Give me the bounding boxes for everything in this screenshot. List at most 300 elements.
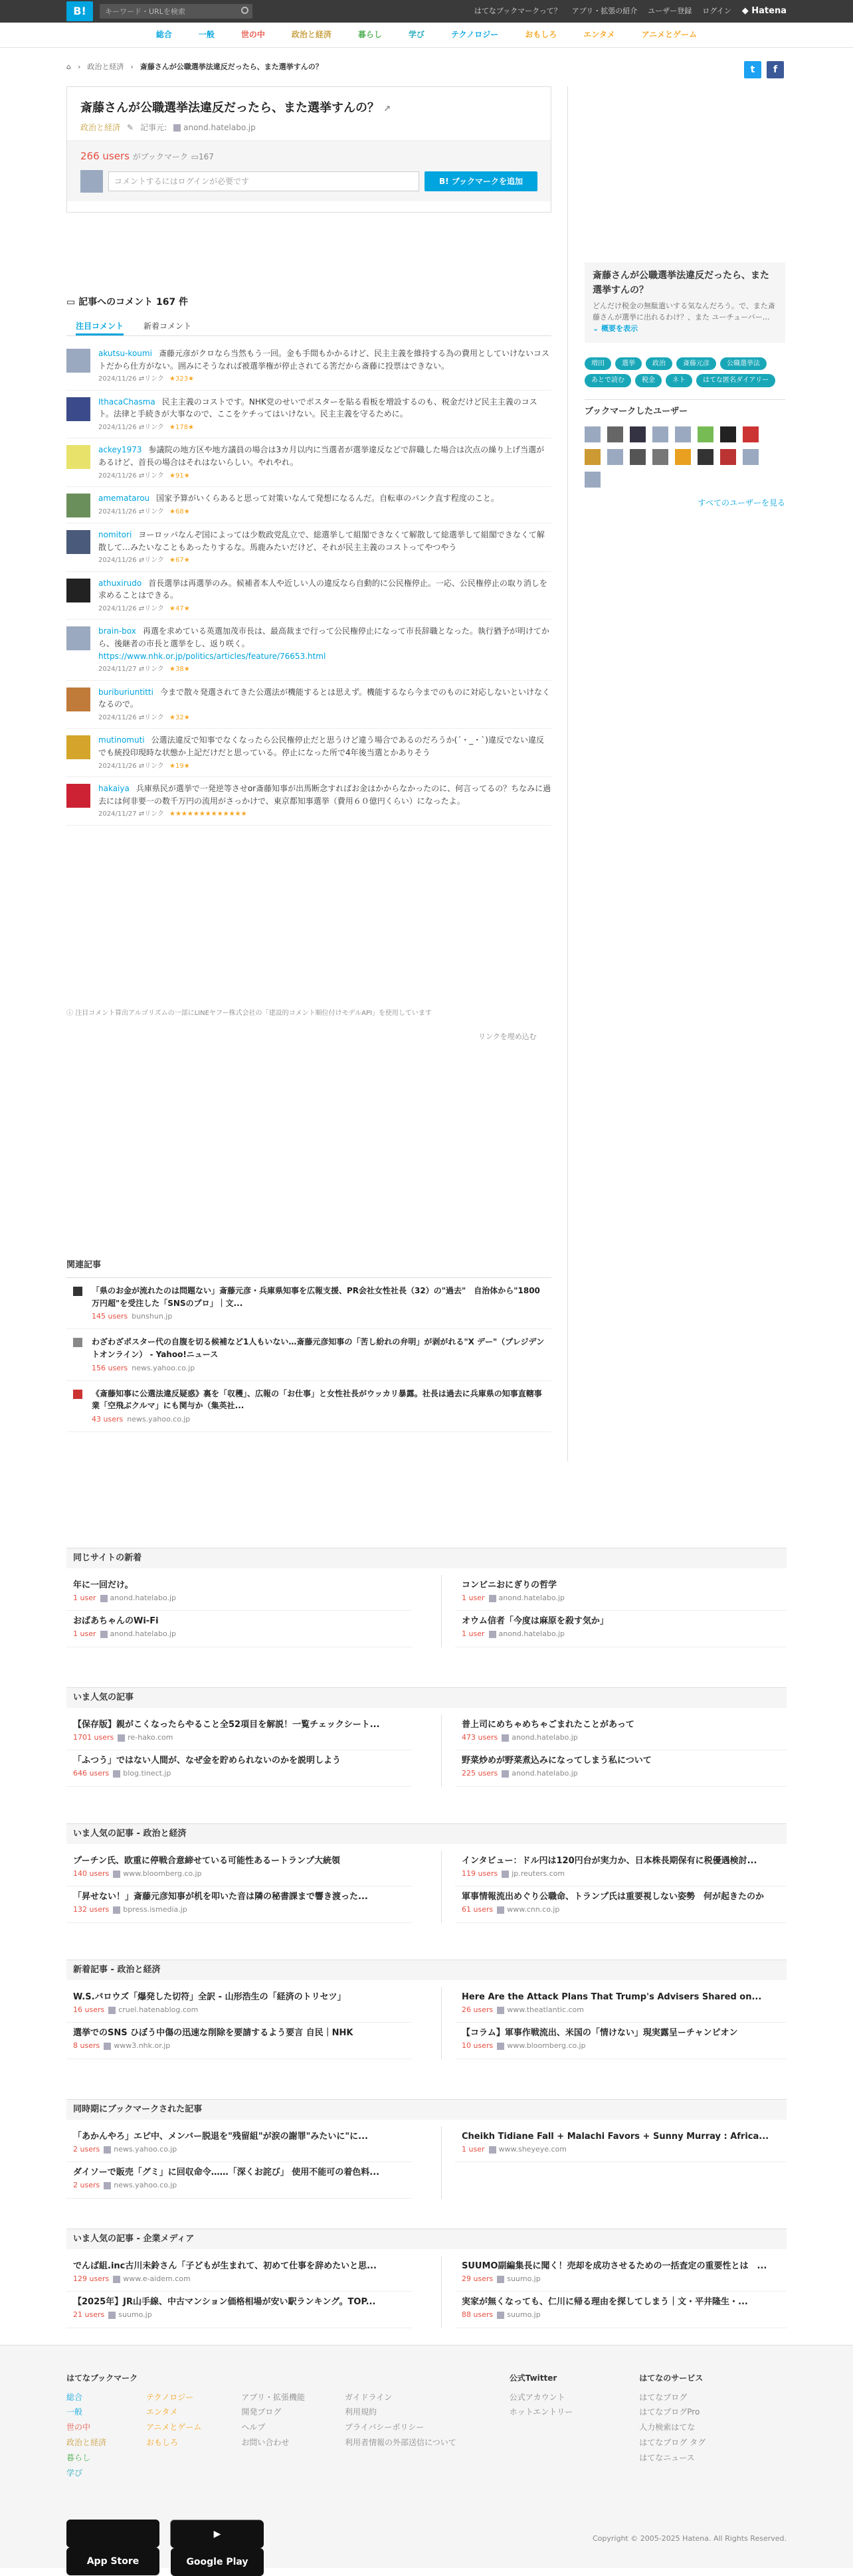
article-domain[interactable]: anond.hatelabo.jp [498,1594,565,1603]
star-count[interactable]: ★38★ [169,666,190,674]
footer-link[interactable]: 利用規約 [344,2407,377,2417]
article-item[interactable] [66,1575,412,1611]
app-store-button[interactable] [66,2520,159,2567]
star-count[interactable]: ★67★ [169,557,190,565]
google-play-label[interactable]: Google Play [171,2548,264,2576]
related-meta [92,1414,545,1425]
add-bookmark-button[interactable]: B! ブックマークを追加 [425,171,537,191]
related-title: 関連記事 [66,1259,551,1278]
embed-link[interactable]: リンクを埋め込む [478,1032,537,1041]
article-title[interactable]: 【保存版】親がこくなったらやること全52項目を解説！一覧チェックシート... [73,1720,380,1730]
user-avatar[interactable] [630,426,646,442]
user-avatar[interactable] [720,426,736,442]
article-item[interactable] [455,2292,787,2328]
article-item[interactable] [66,2292,412,2328]
article-users[interactable]: 8 users [73,2041,100,2051]
article-domain[interactable]: www.e-aidem.com [123,2274,191,2284]
show-summary-text[interactable]: 概要を表示 [601,324,638,333]
comments-header [66,296,551,310]
article-users[interactable]: 61 users [462,1905,494,1914]
comment-user[interactable]: hakaiya [98,784,130,794]
footer-link[interactable]: おもしろ [146,2437,179,2447]
avatar[interactable] [66,579,90,602]
comment-item [66,438,551,487]
footer-link[interactable]: 人力検索はてな [639,2423,696,2433]
footer-link[interactable]: 開発ブログ [241,2407,282,2417]
nav-item[interactable]: エンタメ [583,30,615,40]
comment-text: 今まで散々発選されてきた公選法が機能するとは思えず。機能するなら今までのものに対応しないといけなくなるので。 [98,687,551,709]
favicon-icon [104,2146,111,2154]
article-domain[interactable]: suumo.jp [507,2274,541,2284]
user-avatar[interactable] [675,449,691,465]
google-play-button[interactable] [170,2520,263,2567]
star-count[interactable]: ★323★ [169,375,195,383]
column-divider [567,86,568,1461]
article-domain[interactable]: anond.hatelabo.jp [512,1733,578,1742]
edit-icon[interactable]: ✎ [127,122,134,132]
article-title[interactable]: 「昇せない！」斎藤元彦知事が机を叩いた音は隣の秘書課まで響き渡った... [73,1892,368,1902]
comment-date[interactable]: 2024/11/26 [98,423,137,431]
nav-item[interactable]: テクノロジー [450,30,499,40]
article-domain[interactable]: re-hako.com [128,1733,173,1742]
favicon-icon [497,2276,504,2283]
article-domain[interactable]: www.cnn.co.jp [507,1905,560,1914]
about-link[interactable]: はてなブックマークって？ [474,7,561,16]
article-title[interactable]: SUUMO副編集長に聞く！売却を成功させるための一括査定の重要性とは ... [462,2261,767,2272]
article-item[interactable] [66,1851,412,1886]
user-avatar[interactable] [698,426,713,442]
article-users[interactable]: 129 users [73,2274,110,2284]
tab-new-comments[interactable]: 新着コメント [143,322,192,331]
comment-user[interactable]: nomitori [98,530,132,540]
article-domain[interactable]: www3.nhk.or.jp [114,2041,171,2051]
star-count[interactable]: ★178★ [169,423,195,431]
avatar[interactable] [66,626,90,650]
footer-link[interactable]: ガイドライン [344,2392,393,2402]
avatar[interactable] [66,688,90,711]
article-meta [73,2040,405,2051]
article-users[interactable]: 132 users [73,1905,110,1914]
article-item[interactable] [455,1987,787,2023]
user-avatar[interactable] [698,449,713,465]
favicon-icon [118,1734,125,1742]
article-title[interactable]: プーチン氏、欧重に停戦合意締せている可能性あるートランプ大統領 [73,1856,340,1867]
tag-item[interactable]: はてな匿名ダイアリー [696,374,775,387]
star-count[interactable]: ★47★ [169,604,190,612]
user-avatar[interactable] [585,426,601,442]
article-item[interactable] [66,2126,412,2162]
section-grid [66,1987,787,2059]
sidebar-summary [585,262,785,343]
footer-link[interactable]: 学び [66,2468,83,2478]
related-item[interactable] [66,1329,551,1380]
comment-meta [98,713,551,723]
article-title[interactable]: 軍事情報流出めぐり公職命、トランプ氏は重要視しない姿勢 何が起きたのか [462,1892,765,1902]
footer-link[interactable]: はてなニュース [639,2452,695,2462]
article-title[interactable]: 普上司にめちゃめちゃごまれたことがあって [462,1720,634,1730]
user-avatar[interactable] [743,426,759,442]
article-item[interactable] [455,1886,787,1922]
footer-link[interactable]: アプリ・拡張機能 [241,2392,305,2402]
comment-tabs [66,316,551,336]
bookmark-users-count[interactable]: 266 users [80,150,130,163]
favicon-icon [497,1906,504,1914]
article-item[interactable] [455,1575,787,1611]
comment-user[interactable]: IthacaChasma [98,397,155,407]
article-domain[interactable]: www.bloomberg.co.jp [507,2041,586,2051]
star-count[interactable]: ★19★ [169,762,190,770]
article-title[interactable]: ダイソーで販売「グミ」に回収命令……「深くお詫び」 使用不能可の着色料... [73,2167,380,2178]
comment-date[interactable]: 2024/11/26 [98,713,137,721]
footer-link[interactable]: ヘルプ [241,2423,266,2433]
nav-item[interactable]: 一般 [198,30,215,40]
avatar[interactable] [66,735,90,759]
footer-link[interactable]: テクノロジー [146,2392,194,2402]
tag-item[interactable]: 税金 [635,374,662,387]
comment-date[interactable]: 2024/11/26 [98,762,137,770]
footer-link[interactable]: 政治と経済 [66,2437,107,2447]
article-title[interactable]: 野菜炒めが野菜煮込みになってしまう私について [462,1756,652,1766]
tag-item[interactable]: 選挙 [615,357,642,371]
comments-header-text: 記事へのコメント 167 件 [78,297,189,308]
home-icon[interactable]: ⌂ [66,62,71,71]
tag-item[interactable]: 公職選挙法 [720,357,767,371]
link-icon[interactable]: ⇄リンク [136,810,164,818]
comment-item [66,342,551,391]
comments-note [66,1008,432,1019]
link-icon[interactable]: ⇄リンク [136,713,164,721]
article-item[interactable] [455,1750,787,1786]
footer-link[interactable]: 暮らし [66,2452,91,2462]
article-title[interactable]: Cheikh Tidiane Fall + Malachi Favors + Sunny Murray : Africa... [462,2132,769,2142]
related-domain[interactable]: news.yahoo.co.jp [132,1363,195,1372]
twitter-icon[interactable]: t [744,61,761,78]
article-users[interactable]: 88 users [462,2310,494,2320]
favicon-icon [108,2312,116,2319]
article-title[interactable]: コンビニおにぎりの哲学 [462,1580,557,1591]
tag-item[interactable]: 斎藤元彦 [676,357,716,371]
section-title: いま人気の記事 - 企業メディア [66,2229,787,2249]
article-meta [73,1904,405,1915]
article-domain[interactable]: anond.hatelabo.jp [498,1629,565,1639]
comment-item [66,523,551,572]
bookmark-users-grid [585,426,777,488]
article-domain[interactable]: bpress.ismedia.jp [123,1905,187,1914]
nav-item[interactable]: おもしろ [525,30,557,40]
login-link[interactable]: ログイン [702,7,731,16]
article-users[interactable]: 21 users [73,2310,105,2320]
article-domain[interactable]: suumo.jp [507,2310,541,2320]
user-avatar[interactable] [652,449,668,465]
comment-user[interactable]: ackey1973 [98,445,142,455]
nav-item[interactable]: アニメとゲーム [641,30,698,40]
hatena-icon: ◆ [741,5,749,16]
article-users[interactable]: 16 users [73,2005,105,2015]
link-icon[interactable]: ⇄リンク [136,423,164,431]
nav-item[interactable]: 世の中 [240,30,265,40]
user-avatar[interactable] [585,472,601,488]
footer-link[interactable]: 総合 [66,2392,83,2402]
tag-item[interactable]: 政治 [646,357,672,371]
nav-item[interactable]: 学び [408,30,425,40]
user-avatar[interactable] [652,426,668,442]
comment-text: 首長選挙は再選挙のみ。候補者本人や近しい人の違反なら自動的に公民権停止。一応、公民権停止の取り消しを求めることはできる。 [98,578,547,600]
comment-user[interactable]: brain-box [98,626,136,636]
link-icon[interactable]: ⇄リンク [136,762,164,770]
search-icon[interactable] [241,7,248,14]
article-title[interactable]: Here Are the Attack Plans That Trump's Advisers Shared on... [462,1992,762,2003]
article-item[interactable] [455,2023,787,2059]
sidebar-title: 斎藤さんが公職選挙法違反だったら、また選挙すんの？ [593,270,769,296]
tag-item[interactable]: ネト [666,374,692,387]
star-count[interactable]: ★68★ [169,507,190,515]
user-avatar[interactable] [675,426,691,442]
avatar[interactable] [66,784,90,808]
footer-link[interactable]: はてなブログPro [639,2407,700,2417]
article-domain[interactable]: anond.hatelabo.jp [110,1594,177,1603]
article-title[interactable]: 【2025年】JR山手線、中古マンション価格相場が安い駅ランキング。TOP... [73,2297,376,2308]
avatar[interactable] [66,397,90,421]
section-grid [66,1714,787,1786]
source-domain[interactable] [173,122,256,134]
article-users[interactable]: 26 users [462,2005,494,2015]
article-domain[interactable]: anond.hatelabo.jp [110,1629,177,1639]
footer-link[interactable]: はてなブログ タグ [639,2437,706,2447]
link-icon[interactable]: ⇄リンク [136,507,164,515]
article-title[interactable]: 【コラム】軍事作戦流出、米国の「情けない」現実露呈ーチャンピオン [462,2028,738,2039]
favicon-icon [113,1770,120,1778]
comment-input[interactable]: コメントするにはログインが必要です [108,171,419,191]
article-users[interactable]: 140 users [73,1869,110,1879]
comment-link[interactable]: https://www.nhk.or.jp/politics/articles/feature/76653.html [98,651,326,661]
link-icon[interactable]: ⇄リンク [136,666,164,674]
search-input[interactable] [100,4,252,19]
comment-date[interactable]: 2024/11/26 [98,604,137,612]
tag-item[interactable]: 増田 [585,357,611,371]
article-domain[interactable]: blog.tinect.jp [123,1769,171,1778]
link-icon[interactable]: ⇄リンク [136,557,164,565]
article-domain[interactable]: news.yahoo.co.jp [114,2181,177,2190]
comment-user[interactable]: mutinomuti [98,735,145,745]
article-users[interactable]: 1701 users [73,1733,114,1742]
avatar[interactable] [66,530,90,554]
article-users[interactable]: 2 users [73,2181,100,2190]
star-count[interactable]: ★32★ [169,713,190,721]
tag-item[interactable]: あとで読む [585,374,631,387]
app-store-label[interactable]: App Store [66,2547,159,2575]
avatar[interactable] [66,349,90,373]
comment-user[interactable]: amematarou [98,494,150,504]
comment-meta [98,374,551,385]
footer-link[interactable]: お問い合わせ [241,2437,290,2447]
entry-title[interactable] [80,99,537,118]
show-summary-link[interactable] [593,324,638,333]
article-meta [73,1768,405,1779]
favicon-icon [108,2007,116,2014]
nav-item[interactable]: 暮らし [357,30,382,40]
article-item[interactable] [66,1750,412,1786]
footer-link[interactable]: ホットエントリー [509,2407,573,2417]
article-users[interactable]: 2 users [73,2145,100,2154]
category-nav [0,23,853,48]
related-item[interactable] [66,1381,551,1432]
favicon-icon [502,1734,509,1742]
comment-date[interactable]: 2024/11/26 [98,557,137,565]
article-item[interactable] [66,1886,412,1922]
article-title[interactable]: 「ふつう」ではない人間が、なぜ金を貯められないのかを説明しよう [73,1756,341,1766]
article-section [66,1960,787,2059]
comment-user[interactable]: athuxirudo [98,578,142,588]
nav-item[interactable]: 政治と経済 [291,30,332,40]
user-avatar[interactable] [607,426,623,442]
tab-popular-comments[interactable]: 注目コメント [76,316,124,335]
footer-link[interactable]: プライバシーポリシー [344,2423,425,2433]
article-item[interactable] [455,2126,787,2162]
article-item[interactable] [66,2023,412,2059]
article-title[interactable]: 実家が無くなっても、仁川に帰る理由を探してしまう｜文・平井隆生・... [462,2297,748,2308]
article-title[interactable]: W.S.バロウズ「爆発した切符」全訳 - 山形浩生の「経済のトリセツ」 [73,1992,346,2003]
article-item[interactable] [455,1851,787,1886]
article-users[interactable]: 473 users [462,1733,498,1742]
section-column [441,2126,787,2198]
related-title[interactable]: 《斎藤知事に公選法違反疑惑》裏を「収穫」、広報の「お仕事」と女性社長がウッカリ暴露。社長は過去に兵庫県の知事直轄事業「空飛ぶクルマ」にも関与か（集英社... [92,1388,542,1411]
article-title[interactable]: でんば組.inc古川未鈴さん「子どもが生まれて、初めて仕事を辞めたいと思... [73,2261,377,2272]
article-meta [462,2040,780,2051]
article-item[interactable] [66,2162,412,2198]
sidebar-description [593,300,777,334]
external-link-icon[interactable]: ↗ [383,104,391,114]
article-domain[interactable]: cruel.hatenablog.com [118,2005,199,2015]
comment-date[interactable]: 2024/11/26 [98,375,137,383]
apps-link[interactable]: アプリ・拡張の紹介 [571,7,638,16]
article-users[interactable]: 29 users [462,2274,494,2284]
nav-item[interactable]: 総合 [155,30,172,40]
article-users[interactable]: 1 user [73,1594,96,1603]
comment-user[interactable]: akutsu-koumi [98,349,152,358]
footer-link[interactable]: 世の中 [66,2423,91,2433]
footer-link[interactable]: はてなブログ [639,2392,688,2402]
link-icon[interactable]: ⇄リンク [136,604,164,612]
comment-meta [98,555,551,566]
article-item[interactable] [455,1714,787,1750]
source-domain-text[interactable]: anond.hatelabo.jp [183,122,256,132]
article-users[interactable]: 1 user [73,1629,96,1639]
comment-date[interactable]: 2024/11/26 [98,507,137,515]
star-count[interactable]: ★★★★★★★★★★★★★ [169,810,247,818]
related-users[interactable]: 145 users [92,1312,128,1321]
apple-icon [66,2520,159,2547]
facebook-icon[interactable]: f [767,61,784,78]
user-avatar[interactable] [743,449,759,465]
comment-date[interactable]: 2024/11/27 [98,666,137,674]
footer-link[interactable]: アニメとゲーム [146,2423,202,2433]
user-avatar[interactable] [585,449,601,465]
article-users[interactable]: 1 user [462,1629,485,1639]
favicon-icon [104,2182,111,2189]
sidebar [585,262,785,509]
article-domain[interactable]: suumo.jp [118,2310,152,2320]
comment-meta [98,761,551,772]
bookmark-users-suffix: がブックマーク [132,152,188,162]
article-domain[interactable]: news.yahoo.co.jp [114,2145,177,2154]
section-column [66,2256,412,2328]
article-meta [462,1904,780,1915]
article-domain[interactable]: www.theatlantic.com [507,2005,584,2015]
search-placeholder: キーワード・URLを検索 [105,7,185,16]
related-title[interactable]: 「県のお金が流れたのは問題ない」斎藤元彦・兵庫県知事を広報支援、PR会社女性社長（32）の"過去" 自治体から"1800万円超"を受注した「SNSのプロ」｜文... [92,1286,540,1308]
comment-date[interactable]: 2024/11/26 [98,472,137,480]
entry-title-text[interactable]: 斎藤さんが公職選挙法違反だったら、また選挙すんの？ [80,101,379,115]
article-users[interactable]: 1 user [462,1594,485,1603]
article-title[interactable]: 選挙でのSNS ひぼう中傷の迅速な削除を要請するよう要言 自民｜NHK [73,2028,353,2039]
hatena-brand[interactable] [742,5,787,18]
article-item[interactable] [66,1611,412,1647]
user-avatar[interactable] [630,449,646,465]
signup-link[interactable]: ユーザー登録 [648,7,692,16]
article-item[interactable] [66,2256,412,2292]
article-users[interactable]: 646 users [73,1769,110,1778]
link-icon[interactable]: ⇄リンク [136,472,164,480]
footer-link[interactable]: エンタメ [146,2407,178,2417]
related-item[interactable] [66,1278,551,1329]
footer-link[interactable]: 利用者情報の外部送信について [344,2437,456,2447]
user-avatar[interactable] [720,449,736,465]
related-domain[interactable]: news.yahoo.co.jp [127,1414,191,1424]
avatar[interactable] [66,445,90,469]
related-users[interactable]: 156 users [92,1363,128,1372]
article-title[interactable]: オウム信者「今度は麻原を殺す気か」 [462,1616,609,1627]
article-title[interactable]: 「あかんやろ」エピ中、メンバー脱退を"残留組"が涙の謝罪"みたいに"に... [73,2132,368,2142]
comment-user[interactable]: buriburiuntitti [98,687,153,697]
link-icon[interactable]: ⇄リンク [136,375,164,383]
article-item[interactable] [455,2256,787,2292]
article-title[interactable]: 年に一回だけ。 [73,1580,134,1591]
related-title[interactable]: わざわざポスター代の自腹を切る候補など1人もいない…斎藤元彦知事の「苦し紛れの弁明」が剥がれる"X デー"（プレジデントオンライン） - Yahoo!ニュース [92,1337,545,1359]
article-domain[interactable]: www.bloomberg.co.jp [123,1869,202,1879]
article-users[interactable]: 10 users [462,2041,494,2051]
footer-link[interactable]: 公式アカウント [509,2392,565,2402]
hatena-bookmark-logo[interactable]: B! [66,1,93,21]
article-item[interactable] [455,1611,787,1647]
article-domain[interactable]: jp.reuters.com [512,1869,565,1879]
article-title[interactable]: インタビュー：ドル円は120円台が実力か、日本株長期保有に税優遇検討... [462,1856,757,1867]
article-users[interactable]: 1 user [462,2145,485,2154]
copyright: Copyright © 2005-2025 Hatena. All Rights Reserved. [592,2534,787,2543]
article-meta [462,2004,780,2015]
related-users[interactable]: 43 users [92,1414,124,1424]
comment-meta [98,809,551,820]
article-item[interactable] [66,1987,412,2023]
section-title: いま人気の記事 - 政治と経済 [66,1823,787,1844]
article-domain[interactable]: anond.hatelabo.jp [512,1769,578,1778]
all-users-link[interactable]: すべてのユーザーを見る [698,498,785,507]
star-count[interactable]: ★91★ [169,472,190,480]
entry-category[interactable]: 政治と経済 [80,122,121,132]
section-column [441,1851,787,1922]
footer-link[interactable]: 一般 [66,2407,83,2417]
breadcrumb-category[interactable]: 政治と経済 [87,62,124,71]
avatar[interactable] [66,494,90,517]
article-users[interactable]: 225 users [462,1769,498,1778]
article-title[interactable]: おばあちゃんのWi-Fi [73,1616,159,1627]
related-domain[interactable]: bunshun.jp [132,1312,173,1321]
user-avatar[interactable] [607,449,623,465]
comment-date[interactable]: 2024/11/27 [98,810,137,818]
footer-heading: はてなブックマーク [66,2373,138,2383]
article-item[interactable] [66,1714,412,1750]
article-domain[interactable]: www.sheyeye.com [498,2145,567,2154]
article-users[interactable]: 119 users [462,1869,498,1879]
